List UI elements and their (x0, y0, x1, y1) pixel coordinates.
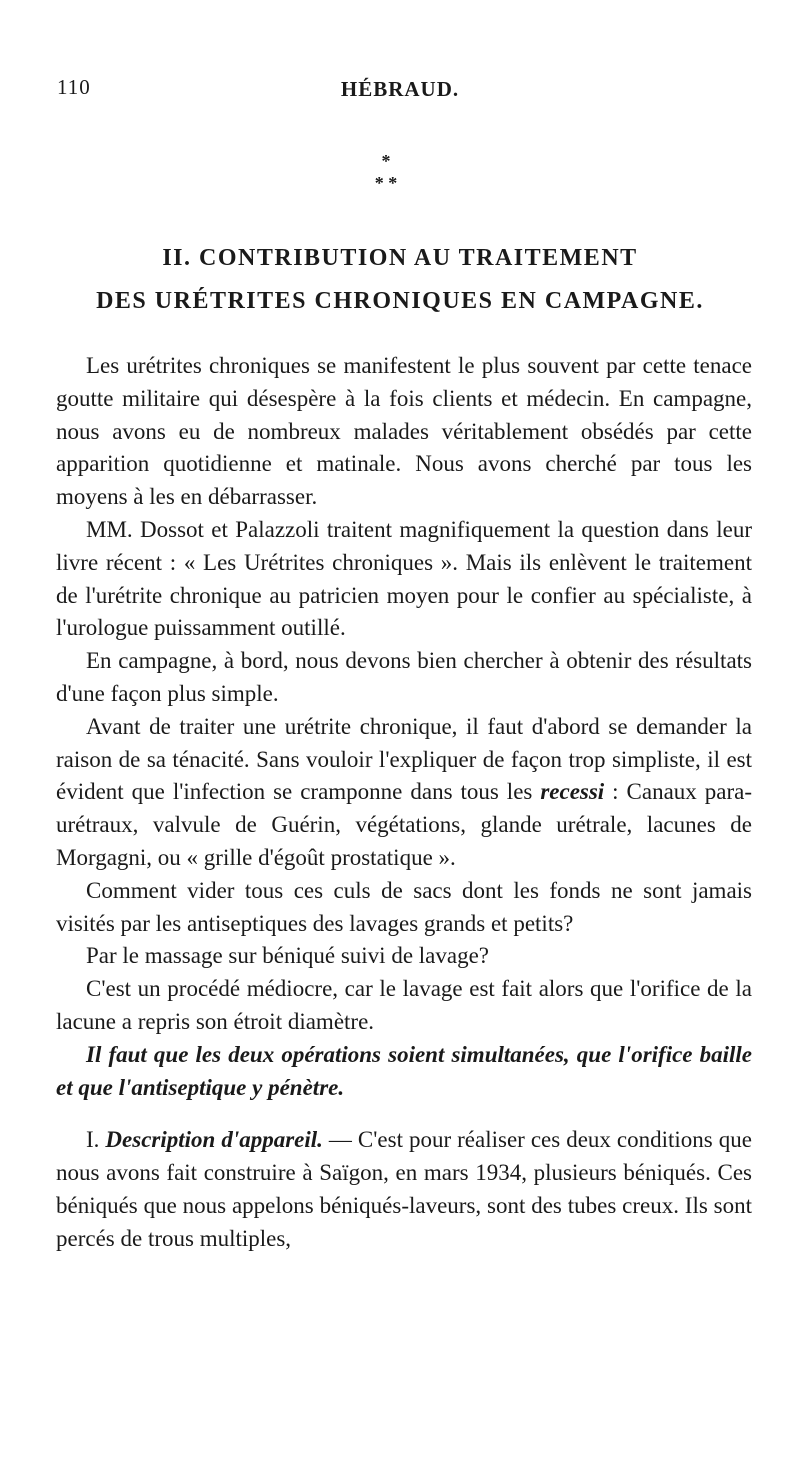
asterism-top: * (381, 151, 391, 171)
emphasis-statement: Il faut que les deux opérations soient simultanées, que l'orifice baille et que l'antiseptique y pénètre. (56, 1041, 752, 1100)
paragraph-4-text-b: : Canaux para-urétraux, valvule de Guérin, végétations, glande urétrale, lacunes de Morgagni, ou « grille d'égoût prostatique ». (56, 779, 752, 870)
recessi-term: recessi (540, 779, 605, 805)
paragraph-5: Comment vider tous ces culs de sacs dont les fonds ne sont jamais visités par les antiseptiques des lavages grands et petits? (56, 877, 752, 936)
paragraph-9 (56, 1124, 752, 1255)
paragraph-9-text: — C'est pour réaliser ces deux conditions que nous avons fait construire à Saïgon, en mars 1934, plusieurs béniqués. Ces béniqués que nous appelons béniqués-laveurs, sont des tubes creux. Ils sont percés de trous multiples, (56, 1127, 752, 1251)
paragraph-4 (56, 711, 752, 875)
section-title-line-1: II. CONTRIBUTION AU TRAITEMENT (162, 245, 638, 271)
body-text (56, 350, 752, 1256)
paragraph-8 (56, 1039, 752, 1105)
section-title-line-2: DES URÉTRITES CHRONIQUES EN CAMPAGNE. (96, 288, 704, 314)
subsection-heading: Description d'appareil. (105, 1127, 323, 1153)
paragraph-7: C'est un procédé médiocre, car le lavage est fait alors que l'orifice de la lacune a repris son étroit diamètre. (56, 976, 752, 1034)
paragraph-9-lead: I. (86, 1127, 106, 1153)
page-number: 110 (57, 75, 91, 99)
running-head: HÉBRAUD. (340, 77, 460, 101)
paragraph-6: Par le massage sur béniqué suivi de lavage? (86, 943, 490, 969)
asterism (371, 150, 401, 196)
paragraph-4-text-a: Avant de traiter une urétrite chronique, il faut d'abord se demander la raison de sa ténacité. Sans vouloir l'expliquer de façon trop simpliste, il est évident que l'infection se cramponne dans tous les (56, 713, 752, 805)
paragraph-3: En campagne, à bord, nous devons bien chercher à obtenir des résultats d'une façon plus simple. (56, 648, 752, 706)
paragraph-1: Les urétrites chroniques se manifestent le plus souvent par cette tenace goutte militaire qui désespère à la fois clients et médecin. En campagne, nous avons eu de nombreux malades véritablement obsédés par cette apparition quotidienne et matinale. Nous avons cherché par tous les moyens à les en débarrasser. (56, 353, 752, 510)
asterism-bottom: * * (374, 173, 398, 193)
paragraph-2: MM. Dossot et Palazzoli traitent magnifiquement la question dans leur livre récent : « Les Urétrites chroniques ». Mais ils enlèvent le traitement de l'urétrite chronique au patricien moyen pour le confier au spécialiste, à l'urologue puissamment outillé. (56, 516, 752, 641)
